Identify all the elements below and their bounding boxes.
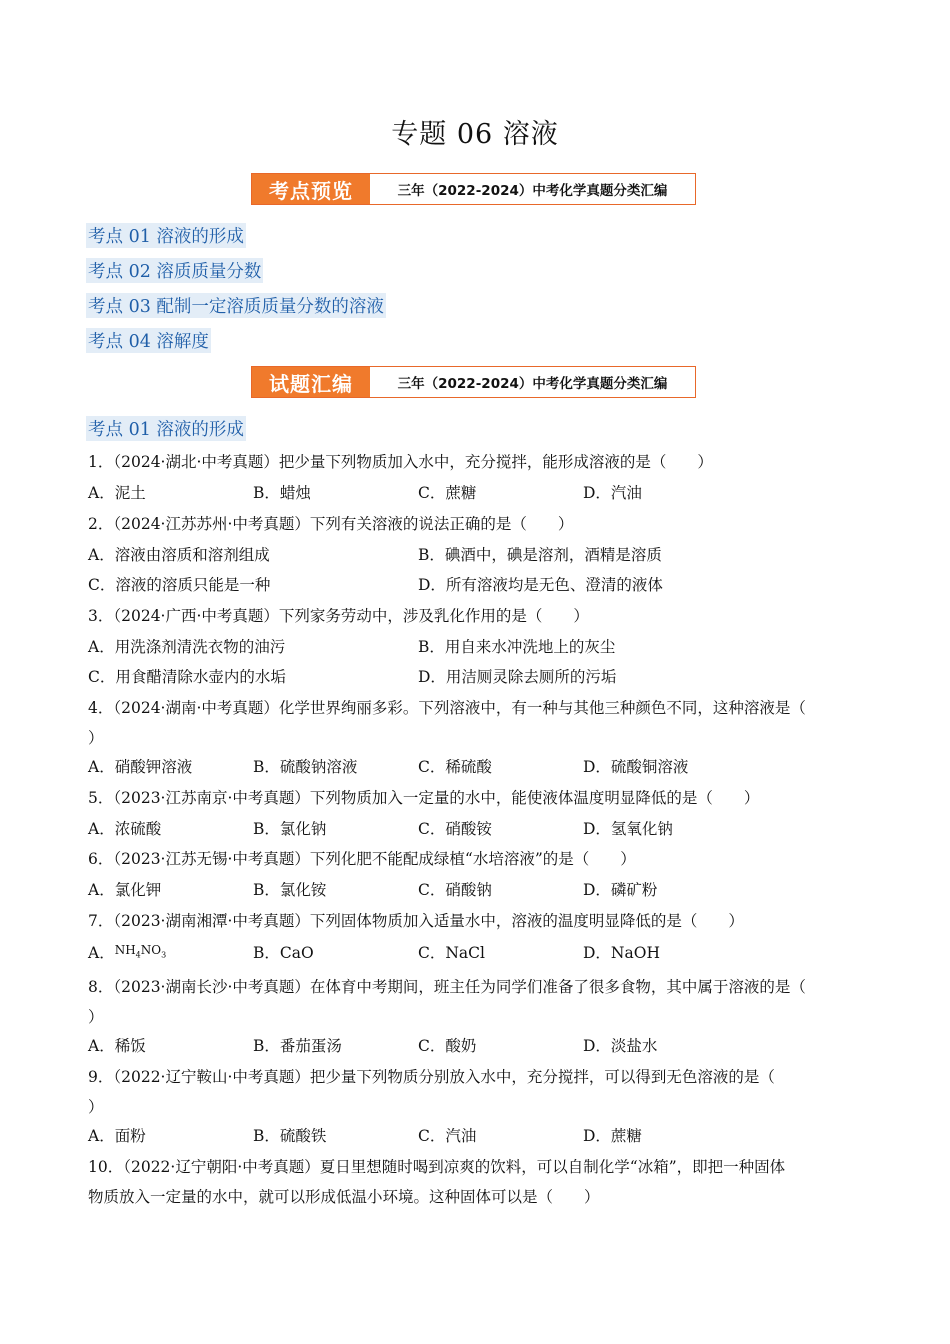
q8-option-a: A．稀饭 <box>88 1037 146 1055</box>
q9-option-d: D．蔗糖 <box>583 1127 642 1145</box>
q6-option-d: D．磷矿粉 <box>583 881 658 899</box>
q1-option-d: D．汽油 <box>583 484 642 502</box>
q5-option-c: C．硝酸铵 <box>418 820 492 838</box>
q3-option-a: A．用洗涤剂清洗衣物的油污 <box>88 638 286 656</box>
q2-option-a: A．溶液由溶质和溶剂组成 <box>88 546 270 564</box>
q9-option-c: C．汽油 <box>418 1127 477 1145</box>
q7-option-a <box>88 941 166 963</box>
question-3-stem: 3．（2024·广西·中考真题）下列家务劳动中，涉及乳化作用的是（ ） <box>88 607 589 625</box>
question-1-stem: 1．（2024·湖北·中考真题）把少量下列物质加入水中，充分搅拌，能形成溶液的是（ ） <box>88 453 713 471</box>
banner-subtitle: 三年（2022-2024）中考化学真题分类汇编 <box>397 183 668 199</box>
toc-link-3[interactable]: 考点 03 配制一定溶质质量分数的溶液 <box>86 293 386 318</box>
formula-part: NO <box>140 943 162 957</box>
toc-link-4[interactable]: 考点 04 溶解度 <box>86 328 211 353</box>
question-4-stem-cont: ） <box>88 729 104 747</box>
question-8-stem: 8．（2023·湖南长沙·中考真题）在体育中考期间，班主任为同学们准备了很多食物，其中属于溶液的是（ <box>88 978 806 996</box>
question-8-stem-cont: ） <box>88 1008 104 1026</box>
q3-option-b: B．用自来水冲洗地上的灰尘 <box>418 638 616 656</box>
q1-option-c: C．蔗糖 <box>418 484 477 502</box>
q7-option-d: D．NaOH <box>583 944 660 962</box>
preview-banner <box>251 173 696 205</box>
q4-option-d: D．硫酸铜溶液 <box>583 758 689 776</box>
page-title: 专题 06 溶液 <box>391 119 559 150</box>
q6-option-b: B．氯化铵 <box>253 881 327 899</box>
banner-subtitle: 三年（2022-2024）中考化学真题分类汇编 <box>397 376 668 392</box>
q8-option-b: B．番茄蛋汤 <box>253 1037 342 1055</box>
question-10-stem: 10．（2022·辽宁朝阳·中考真题）夏日里想随时喝到凉爽的饮料，可以自制化学“冰箱”，即把一种固体 <box>88 1158 786 1176</box>
formula-subscript: 4 <box>135 950 141 960</box>
q6-option-a: A．氯化钾 <box>88 881 162 899</box>
section-heading: 考点 01 溶液的形成 <box>86 416 246 441</box>
question-2-stem: 2．（2024·江苏苏州·中考真题）下列有关溶液的说法正确的是（ ） <box>88 515 574 533</box>
formula-part: NH <box>114 943 136 957</box>
banner-tag: 试题汇编 <box>252 367 370 397</box>
q1-option-b: B．蜡烛 <box>253 484 311 502</box>
q2-option-c: C．溶液的溶质只能是一种 <box>88 576 271 594</box>
question-6-stem: 6．（2023·江苏无锡·中考真题）下列化肥不能配成绿植“水培溶液”的是（ ） <box>88 850 636 868</box>
q8-option-c: C．酸奶 <box>418 1037 477 1055</box>
q2-option-b: B．碘酒中，碘是溶剂，酒精是溶质 <box>418 546 662 564</box>
q2-option-d: D．所有溶液均是无色、澄清的液体 <box>418 576 663 594</box>
q5-option-d: D．氢氧化钠 <box>583 820 673 838</box>
toc-link-2[interactable]: 考点 02 溶质质量分数 <box>86 258 263 283</box>
q1-option-a: A．泥土 <box>88 484 146 502</box>
q3-option-c: C．用食醋清除水壶内的水垢 <box>88 668 286 686</box>
question-9-stem-cont: ） <box>88 1098 104 1116</box>
questions-banner <box>251 366 696 398</box>
banner-tag: 考点预览 <box>252 174 370 204</box>
q7-option-b: B．CaO <box>253 944 314 962</box>
q5-option-a: A．浓硫酸 <box>88 820 162 838</box>
q4-option-c: C．稀硫酸 <box>418 758 492 776</box>
option-label: A． <box>88 944 115 962</box>
chemical-formula <box>114 943 167 960</box>
q6-option-c: C．硝酸钠 <box>418 881 492 899</box>
q3-option-d: D．用洁厕灵除去厕所的污垢 <box>418 668 617 686</box>
q8-option-d: D．淡盐水 <box>583 1037 658 1055</box>
question-4-stem: 4．（2024·湖南·中考真题）化学世界绚丽多彩。下列溶液中，有一种与其他三种颜色不同，这种溶液是（ <box>88 699 806 717</box>
q5-option-b: B．氯化钠 <box>253 820 327 838</box>
question-9-stem: 9．（2022·辽宁鞍山·中考真题）把少量下列物质分别放入水中，充分搅拌，可以得到无色溶液的是（ <box>88 1068 775 1086</box>
formula-subscript: 3 <box>161 950 167 960</box>
q9-option-a: A．面粉 <box>88 1127 146 1145</box>
question-10-stem-cont: 物质放入一定量的水中，就可以形成低温小环境。这种固体可以是（ ） <box>88 1188 600 1206</box>
question-5-stem: 5．（2023·江苏南京·中考真题）下列物质加入一定量的水中，能使液体温度明显降低的是（ ） <box>88 789 760 807</box>
question-7-stem: 7．（2023·湖南湘潭·中考真题）下列固体物质加入适量水中，溶液的温度明显降低的是（ ） <box>88 912 744 930</box>
toc-link-1[interactable]: 考点 01 溶液的形成 <box>86 223 246 248</box>
q4-option-b: B．硫酸钠溶液 <box>253 758 358 776</box>
q7-option-c: C．NaCl <box>418 944 485 962</box>
q9-option-b: B．硫酸铁 <box>253 1127 327 1145</box>
q4-option-a: A．硝酸钾溶液 <box>88 758 193 776</box>
